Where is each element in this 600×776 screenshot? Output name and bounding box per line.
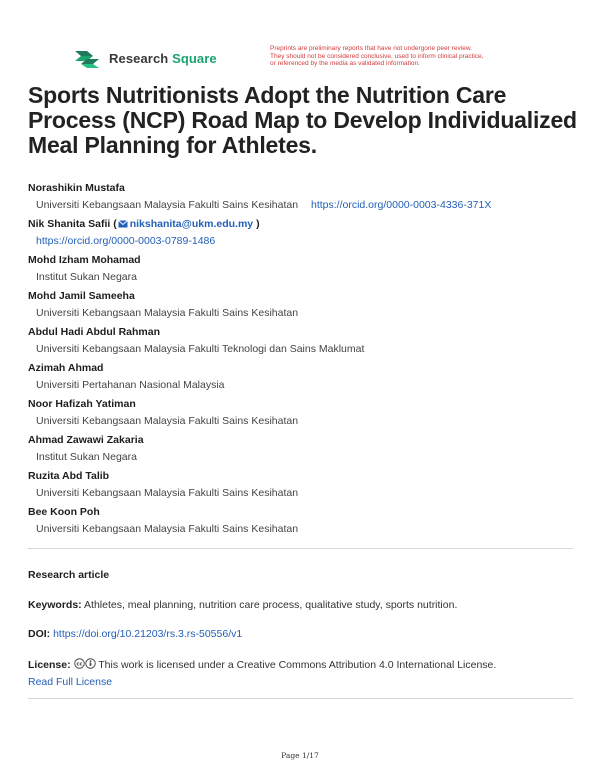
author-entry <box>28 216 588 250</box>
paper-title: Sports Nutritionists Adopt the Nutrition Care Process (NCP) Road Map to Develop Individualized Meal Planning for Athletes. <box>28 82 577 158</box>
keywords <box>28 599 578 611</box>
author-affiliation: Universiti Kebangsaan Malaysia Fakulti Sains Kesihatan <box>36 415 299 427</box>
author-name: Norashikin Mustafa <box>28 182 125 194</box>
doi-link[interactable]: https://doi.org/10.21203/rs.3.rs-50556/v1 <box>53 628 243 640</box>
brand-name-square: Square <box>172 50 217 66</box>
orcid-link[interactable]: https://orcid.org/0000-0003-4336-371X <box>310 199 492 211</box>
author-affiliation: Universiti Kebangsaan Malaysia Fakulti Teknologi dan Sains Maklumat <box>36 343 365 355</box>
svg-text:cc: cc <box>76 661 83 668</box>
author-affiliation: Universiti Kebangsaan Malaysia Fakulti Sains Kesihatan <box>36 199 299 211</box>
author-entry <box>28 468 588 502</box>
author-entry <box>28 252 588 286</box>
creative-commons-icon <box>74 658 85 669</box>
orcid-link[interactable]: https://orcid.org/0000-0003-0789-1486 <box>36 235 216 247</box>
author-affiliation: Institut Sukan Negara <box>36 271 137 283</box>
author-name: Abdul Hadi Abdul Rahman <box>28 326 161 338</box>
divider <box>28 698 573 699</box>
author-email-link[interactable]: nikshanita@ukm.edu.my <box>129 218 254 230</box>
author-name: Mohd Izham Mohamad <box>28 254 141 266</box>
research-square-logo[interactable] <box>73 47 217 69</box>
preprint-notice-line: or referenced by the media as validated information. <box>270 60 420 67</box>
author-entry <box>28 396 588 430</box>
email-close-paren: ) <box>256 218 260 230</box>
author-affiliation: Universiti Kebangsaan Malaysia Fakulti Sains Kesihatan <box>36 523 299 535</box>
doi-label: DOI: <box>28 628 51 640</box>
keywords-value: Athletes, meal planning, nutrition care process, qualitative study, sports nutrition. <box>84 599 458 611</box>
author-entry <box>28 180 588 214</box>
article-type: Research article <box>28 569 110 581</box>
page-number: Page 1/17 <box>281 751 319 760</box>
author-name: Ruzita Abd Talib <box>28 470 110 482</box>
email-open-paren: ( <box>113 218 117 230</box>
author-name: Bee Koon Poh <box>28 506 100 518</box>
author-affiliation: Universiti Kebangsaan Malaysia Fakulti Sains Kesihatan <box>36 307 299 319</box>
preprint-notice-line: Preprints are preliminary reports that have not undergone peer review. <box>270 45 472 52</box>
preprint-notice <box>270 45 540 68</box>
envelope-icon <box>118 220 128 228</box>
brand-name <box>109 51 217 66</box>
divider <box>28 548 573 549</box>
author-list <box>28 180 588 540</box>
read-full-license-link[interactable]: Read Full License <box>28 676 113 688</box>
author-name: Ahmad Zawawi Zakaria <box>28 434 144 446</box>
keywords-label: Keywords: <box>28 599 82 611</box>
attribution-icon <box>85 658 96 669</box>
preprint-notice-line: They should not be considered conclusive, used to inform clinical practice, <box>270 52 484 60</box>
author-entry <box>28 360 588 394</box>
license <box>28 657 578 691</box>
author-affiliation: Institut Sukan Negara <box>36 451 137 463</box>
doi <box>28 628 242 640</box>
license-text: This work is licensed under a Creative Commons Attribution 4.0 International License. <box>98 659 497 671</box>
author-entry <box>28 504 588 538</box>
author-affiliation: Universiti Pertahanan Nasional Malaysia <box>36 379 225 391</box>
author-name: Azimah Ahmad <box>28 362 104 374</box>
author-name: Nik Shanita Safii <box>28 218 111 230</box>
license-label: License: <box>28 659 71 671</box>
research-square-logo-icon <box>73 47 103 69</box>
author-entry <box>28 432 588 466</box>
author-entry <box>28 288 588 322</box>
author-affiliation: Universiti Kebangsaan Malaysia Fakulti Sains Kesihatan <box>36 487 299 499</box>
brand-name-research: Research <box>109 50 169 66</box>
author-name: Noor Hafizah Yatiman <box>28 398 136 410</box>
author-entry <box>28 324 588 358</box>
author-name: Mohd Jamil Sameeha <box>28 290 135 302</box>
